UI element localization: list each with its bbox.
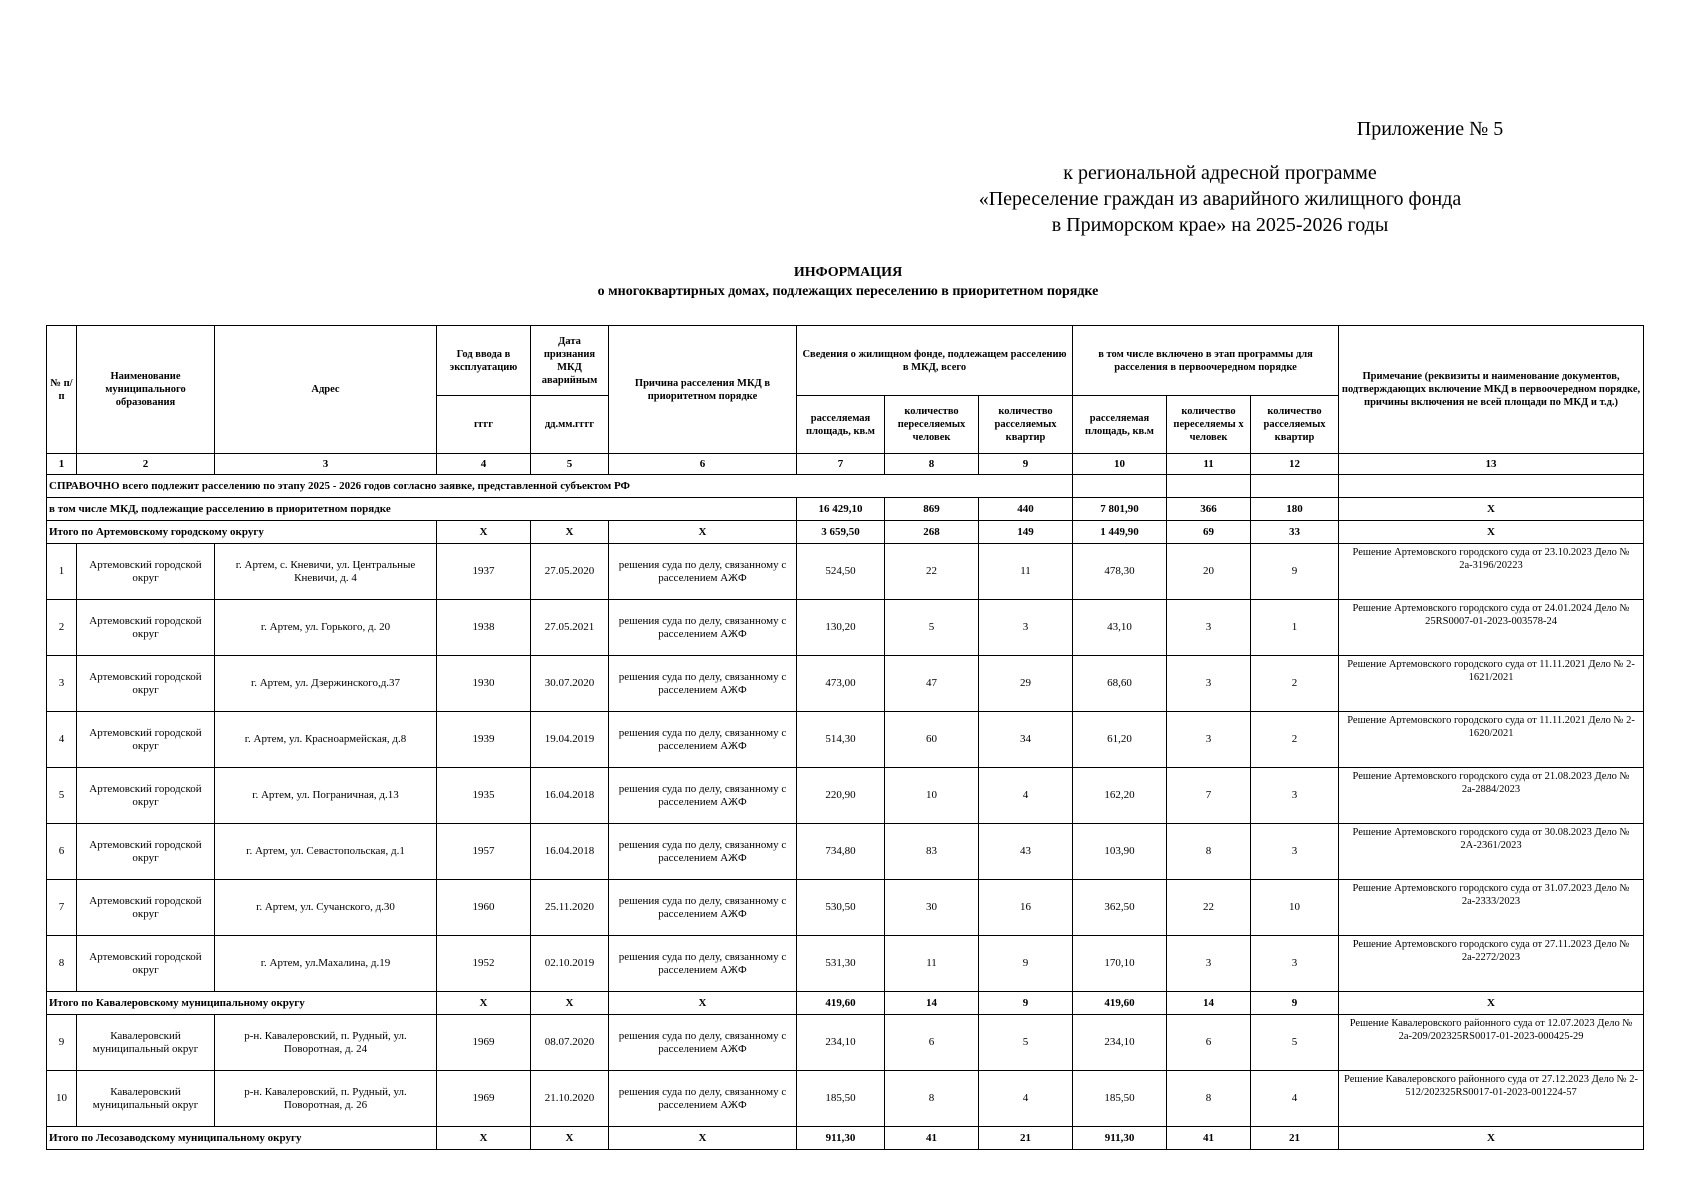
table-row bbox=[47, 656, 1644, 712]
group-x2: X bbox=[531, 521, 609, 544]
row-note: Решение Артемовского городского суда от 24.01.2024 Дело № 25RS0007-01-2023-003578-24 bbox=[1339, 600, 1644, 656]
row-number: 4 bbox=[47, 712, 77, 768]
row-area-priority: 61,20 bbox=[1073, 712, 1167, 768]
row-note: Решение Артемовского городского суда от 27.11.2023 Дело № 2а-2272/2023 bbox=[1339, 936, 1644, 992]
row-area: 524,50 bbox=[797, 544, 885, 600]
row-reason: решения суда по делу, связанному с расселением АЖФ bbox=[609, 936, 797, 992]
column-number-row bbox=[47, 454, 1644, 475]
row-number: 10 bbox=[47, 1071, 77, 1127]
row-reason: решения суда по делу, связанному с расселением АЖФ bbox=[609, 656, 797, 712]
row-year: 1939 bbox=[437, 712, 531, 768]
row-municipality: Кавалеровский муниципальный округ bbox=[77, 1015, 215, 1071]
priority-people: 869 bbox=[885, 498, 979, 521]
table-row bbox=[47, 824, 1644, 880]
group-people: 41 bbox=[885, 1127, 979, 1150]
group-note: X bbox=[1339, 521, 1644, 544]
group-area: 3 659,50 bbox=[797, 521, 885, 544]
group-x2: X bbox=[531, 992, 609, 1015]
row-note: Решение Артемовского городского суда от 23.10.2023 Дело № 2а-3196/20223 bbox=[1339, 544, 1644, 600]
row-number: 3 bbox=[47, 656, 77, 712]
group-label: Итого по Артемовскому городскому округу bbox=[47, 521, 437, 544]
row-municipality: Артемовский городской округ bbox=[77, 656, 215, 712]
row-area-priority: 478,30 bbox=[1073, 544, 1167, 600]
header-flats: количество расселяемых квартир bbox=[979, 396, 1073, 454]
row-note: Решение Артемовского городского суда от 30.08.2023 Дело № 2А-2361/2023 bbox=[1339, 824, 1644, 880]
row-number: 8 bbox=[47, 936, 77, 992]
group-area2: 911,30 bbox=[1073, 1127, 1167, 1150]
row-people: 47 bbox=[885, 656, 979, 712]
row-flats-priority: 9 bbox=[1251, 544, 1339, 600]
row-flats-priority: 2 bbox=[1251, 712, 1339, 768]
header-total-group: Сведения о жилищном фонде, подлежащем расселению в МКД, всего bbox=[797, 326, 1073, 396]
column-number: 8 bbox=[885, 454, 979, 475]
row-area: 531,30 bbox=[797, 936, 885, 992]
row-flats-priority: 10 bbox=[1251, 880, 1339, 936]
priority-people2: 366 bbox=[1167, 498, 1251, 521]
row-people-priority: 3 bbox=[1167, 936, 1251, 992]
row-date: 16.04.2018 bbox=[531, 768, 609, 824]
row-flats: 4 bbox=[979, 1071, 1073, 1127]
housing-table bbox=[46, 325, 1644, 1150]
row-year: 1957 bbox=[437, 824, 531, 880]
row-flats-priority: 2 bbox=[1251, 656, 1339, 712]
header-year: Год ввода в эксплуатацию bbox=[437, 326, 531, 396]
column-number: 3 bbox=[215, 454, 437, 475]
row-address: р-н. Кавалеровский, п. Рудный, ул. Поворотная, д. 24 bbox=[215, 1015, 437, 1071]
table-row bbox=[47, 936, 1644, 992]
header-flats-priority: количество расселяемых квартир bbox=[1251, 396, 1339, 454]
column-number: 1 bbox=[47, 454, 77, 475]
header-date-format: дд.мм.гггг bbox=[531, 396, 609, 454]
group-area2: 1 449,90 bbox=[1073, 521, 1167, 544]
row-people: 22 bbox=[885, 544, 979, 600]
header-area-priority: расселяемая площадь, кв.м bbox=[1073, 396, 1167, 454]
header-date: Дата признания МКД аварийным bbox=[531, 326, 609, 396]
row-flats: 34 bbox=[979, 712, 1073, 768]
table-row bbox=[47, 600, 1644, 656]
row-municipality: Артемовский городской округ bbox=[77, 936, 215, 992]
row-address: г. Артем, ул. Севастопольская, д.1 bbox=[215, 824, 437, 880]
row-reason: решения суда по делу, связанному с расселением АЖФ bbox=[609, 824, 797, 880]
row-area: 185,50 bbox=[797, 1071, 885, 1127]
row-date: 30.07.2020 bbox=[531, 656, 609, 712]
document-title bbox=[0, 263, 1696, 301]
row-year: 1935 bbox=[437, 768, 531, 824]
column-number: 11 bbox=[1167, 454, 1251, 475]
header-people: количество переселяемых человек bbox=[885, 396, 979, 454]
row-people: 83 bbox=[885, 824, 979, 880]
row-flats: 43 bbox=[979, 824, 1073, 880]
appendix-line-3: в Приморском крае» на 2025-2026 годы bbox=[1051, 214, 1389, 236]
row-area-priority: 170,10 bbox=[1073, 936, 1167, 992]
row-flats: 16 bbox=[979, 880, 1073, 936]
group-area: 419,60 bbox=[797, 992, 885, 1015]
row-note: Решение Кавалеровского районного суда от 12.07.2023 Дело № 2а-209/202325RS0017-01-2023-000425-29 bbox=[1339, 1015, 1644, 1071]
row-people: 11 bbox=[885, 936, 979, 992]
row-flats: 29 bbox=[979, 656, 1073, 712]
row-reason: решения суда по делу, связанному с расселением АЖФ bbox=[609, 880, 797, 936]
row-date: 27.05.2021 bbox=[531, 600, 609, 656]
row-reason: решения суда по делу, связанному с расселением АЖФ bbox=[609, 600, 797, 656]
row-area-priority: 103,90 bbox=[1073, 824, 1167, 880]
row-number: 1 bbox=[47, 544, 77, 600]
row-flats-priority: 3 bbox=[1251, 768, 1339, 824]
row-date: 16.04.2018 bbox=[531, 824, 609, 880]
row-address: г. Артем, ул. Горького, д. 20 bbox=[215, 600, 437, 656]
column-number: 6 bbox=[609, 454, 797, 475]
priority-total-row bbox=[47, 498, 1644, 521]
row-flats-priority: 1 bbox=[1251, 600, 1339, 656]
row-year: 1960 bbox=[437, 880, 531, 936]
row-people-priority: 22 bbox=[1167, 880, 1251, 936]
row-municipality: Артемовский городской округ bbox=[77, 880, 215, 936]
appendix-line-2: «Переселение граждан из аварийного жилищного фонда bbox=[978, 188, 1462, 210]
group-total-row bbox=[47, 992, 1644, 1015]
row-flats: 11 bbox=[979, 544, 1073, 600]
row-area: 130,20 bbox=[797, 600, 885, 656]
column-number: 4 bbox=[437, 454, 531, 475]
row-people-priority: 20 bbox=[1167, 544, 1251, 600]
group-people2: 69 bbox=[1167, 521, 1251, 544]
header-municipality: Наименование муниципального образования bbox=[77, 326, 215, 454]
priority-flats2: 180 bbox=[1251, 498, 1339, 521]
column-number: 13 bbox=[1339, 454, 1644, 475]
table-row bbox=[47, 712, 1644, 768]
row-people-priority: 8 bbox=[1167, 1071, 1251, 1127]
row-reason: решения суда по делу, связанному с расселением АЖФ bbox=[609, 1015, 797, 1071]
column-number: 9 bbox=[979, 454, 1073, 475]
priority-area2: 7 801,90 bbox=[1073, 498, 1167, 521]
row-date: 08.07.2020 bbox=[531, 1015, 609, 1071]
row-flats-priority: 3 bbox=[1251, 936, 1339, 992]
row-people-priority: 7 bbox=[1167, 768, 1251, 824]
column-number: 5 bbox=[531, 454, 609, 475]
row-address: г. Артем, ул. Пограничная, д.13 bbox=[215, 768, 437, 824]
row-reason: решения суда по делу, связанному с расселением АЖФ bbox=[609, 712, 797, 768]
row-people: 60 bbox=[885, 712, 979, 768]
row-area-priority: 234,10 bbox=[1073, 1015, 1167, 1071]
row-year: 1969 bbox=[437, 1015, 531, 1071]
group-flats: 9 bbox=[979, 992, 1073, 1015]
group-people: 268 bbox=[885, 521, 979, 544]
row-people-priority: 3 bbox=[1167, 712, 1251, 768]
header-year-format: гггг bbox=[437, 396, 531, 454]
group-note: X bbox=[1339, 1127, 1644, 1150]
row-people-priority: 3 bbox=[1167, 656, 1251, 712]
header-area: расселяемая площадь, кв.м bbox=[797, 396, 885, 454]
row-area: 220,90 bbox=[797, 768, 885, 824]
group-x3: X bbox=[609, 1127, 797, 1150]
row-note: Решение Артемовского городского суда от 11.11.2021 Дело № 2-1621/2021 bbox=[1339, 656, 1644, 712]
row-flats: 3 bbox=[979, 600, 1073, 656]
group-flats: 21 bbox=[979, 1127, 1073, 1150]
row-area: 734,80 bbox=[797, 824, 885, 880]
group-area2: 419,60 bbox=[1073, 992, 1167, 1015]
priority-note: X bbox=[1339, 498, 1644, 521]
row-people-priority: 8 bbox=[1167, 824, 1251, 880]
row-people: 10 bbox=[885, 768, 979, 824]
column-number: 7 bbox=[797, 454, 885, 475]
table-row bbox=[47, 1015, 1644, 1071]
row-area: 473,00 bbox=[797, 656, 885, 712]
title-subtitle: о многоквартирных домах, подлежащих переселению в приоритетном порядке bbox=[597, 284, 1099, 299]
group-label: Итого по Кавалеровскому муниципальному округу bbox=[47, 992, 437, 1015]
row-people: 30 bbox=[885, 880, 979, 936]
row-year: 1969 bbox=[437, 1071, 531, 1127]
group-x1: X bbox=[437, 1127, 531, 1150]
group-flats2: 9 bbox=[1251, 992, 1339, 1015]
row-flats-priority: 5 bbox=[1251, 1015, 1339, 1071]
row-flats: 9 bbox=[979, 936, 1073, 992]
row-flats: 5 bbox=[979, 1015, 1073, 1071]
row-area: 514,30 bbox=[797, 712, 885, 768]
group-people2: 14 bbox=[1167, 992, 1251, 1015]
group-note: X bbox=[1339, 992, 1644, 1015]
appendix-description bbox=[940, 160, 1500, 238]
row-number: 2 bbox=[47, 600, 77, 656]
row-year: 1952 bbox=[437, 936, 531, 992]
row-number: 7 bbox=[47, 880, 77, 936]
row-municipality: Кавалеровский муниципальный округ bbox=[77, 1071, 215, 1127]
row-flats: 4 bbox=[979, 768, 1073, 824]
column-number: 10 bbox=[1073, 454, 1167, 475]
group-flats2: 21 bbox=[1251, 1127, 1339, 1150]
row-note: Решение Артемовского городского суда от 21.08.2023 Дело № 2а-2884/2023 bbox=[1339, 768, 1644, 824]
group-label: Итого по Лесозаводскому муниципальному округу bbox=[47, 1127, 437, 1150]
row-flats-priority: 4 bbox=[1251, 1071, 1339, 1127]
row-people-priority: 6 bbox=[1167, 1015, 1251, 1071]
row-note: Решение Артемовского городского суда от 11.11.2021 Дело № 2-1620/2021 bbox=[1339, 712, 1644, 768]
row-area: 234,10 bbox=[797, 1015, 885, 1071]
row-area-priority: 68,60 bbox=[1073, 656, 1167, 712]
row-area-priority: 43,10 bbox=[1073, 600, 1167, 656]
header-address: Адрес bbox=[215, 326, 437, 454]
row-area-priority: 162,20 bbox=[1073, 768, 1167, 824]
row-reason: решения суда по делу, связанному с расселением АЖФ bbox=[609, 544, 797, 600]
group-total-row bbox=[47, 521, 1644, 544]
group-people: 14 bbox=[885, 992, 979, 1015]
group-x3: X bbox=[609, 992, 797, 1015]
title-main: ИНФОРМАЦИЯ bbox=[793, 265, 903, 280]
row-date: 19.04.2019 bbox=[531, 712, 609, 768]
table-row bbox=[47, 768, 1644, 824]
row-area: 530,50 bbox=[797, 880, 885, 936]
appendix-number: Приложение № 5 bbox=[1356, 118, 1504, 140]
row-date: 02.10.2019 bbox=[531, 936, 609, 992]
header-reason: Причина расселения МКД в приоритетном порядке bbox=[609, 326, 797, 454]
priority-flats: 440 bbox=[979, 498, 1073, 521]
row-number: 6 bbox=[47, 824, 77, 880]
reference-label: СПРАВОЧНО всего подлежит расселению по этапу 2025 - 2026 годов согласно заявке, представленной субъектом РФ bbox=[47, 475, 1073, 498]
row-year: 1937 bbox=[437, 544, 531, 600]
group-x1: X bbox=[437, 992, 531, 1015]
table-row bbox=[47, 880, 1644, 936]
row-address: г. Артем, ул. Дзержинского,д.37 bbox=[215, 656, 437, 712]
row-address: г. Артем, ул. Красноармейская, д.8 bbox=[215, 712, 437, 768]
reference-row bbox=[47, 475, 1644, 498]
row-note: Решение Артемовского городского суда от 31.07.2023 Дело № 2а-2333/2023 bbox=[1339, 880, 1644, 936]
row-municipality: Артемовский городской округ bbox=[77, 600, 215, 656]
row-note: Решение Кавалеровского районного суда от 27.12.2023 Дело № 2-512/202325RS0017-01-2023-001224-57 bbox=[1339, 1071, 1644, 1127]
row-year: 1930 bbox=[437, 656, 531, 712]
row-people: 6 bbox=[885, 1015, 979, 1071]
group-x2: X bbox=[531, 1127, 609, 1150]
row-date: 27.05.2020 bbox=[531, 544, 609, 600]
row-area-priority: 362,50 bbox=[1073, 880, 1167, 936]
group-area: 911,30 bbox=[797, 1127, 885, 1150]
row-municipality: Артемовский городской округ bbox=[77, 544, 215, 600]
column-number: 2 bbox=[77, 454, 215, 475]
row-number: 5 bbox=[47, 768, 77, 824]
group-flats: 149 bbox=[979, 521, 1073, 544]
header-people-priority: количество переселяемы х человек bbox=[1167, 396, 1251, 454]
column-number: 12 bbox=[1251, 454, 1339, 475]
row-people-priority: 3 bbox=[1167, 600, 1251, 656]
header-number: № п/п bbox=[47, 326, 77, 454]
row-municipality: Артемовский городской округ bbox=[77, 768, 215, 824]
priority-label: в том числе МКД, подлежащие расселению в приоритетном порядке bbox=[47, 498, 797, 521]
row-reason: решения суда по делу, связанному с расселением АЖФ bbox=[609, 1071, 797, 1127]
row-people: 8 bbox=[885, 1071, 979, 1127]
table-row bbox=[47, 1071, 1644, 1127]
group-x1: X bbox=[437, 521, 531, 544]
row-area-priority: 185,50 bbox=[1073, 1071, 1167, 1127]
group-x3: X bbox=[609, 521, 797, 544]
priority-area: 16 429,10 bbox=[797, 498, 885, 521]
row-address: г. Артем, ул. Сучанского, д.30 bbox=[215, 880, 437, 936]
row-address: г. Артем, с. Кневичи, ул. Центральные Кневичи, д. 4 bbox=[215, 544, 437, 600]
row-number: 9 bbox=[47, 1015, 77, 1071]
header-note: Примечание (реквизиты и наименование документов, подтверждающих включение МКД в первоочередном порядке, причины включения не всей площади по МКД и т.д.) bbox=[1339, 326, 1644, 454]
group-total-row bbox=[47, 1127, 1644, 1150]
row-flats-priority: 3 bbox=[1251, 824, 1339, 880]
group-people2: 41 bbox=[1167, 1127, 1251, 1150]
row-people: 5 bbox=[885, 600, 979, 656]
row-year: 1938 bbox=[437, 600, 531, 656]
row-address: г. Артем, ул.Махалина, д.19 bbox=[215, 936, 437, 992]
appendix-line-1: к региональной адресной программе bbox=[1063, 162, 1377, 184]
row-date: 25.11.2020 bbox=[531, 880, 609, 936]
row-municipality: Артемовский городской округ bbox=[77, 712, 215, 768]
header-priority-group: в том числе включено в этап программы для расселения в первоочередном порядке bbox=[1073, 326, 1339, 396]
row-address: р-н. Кавалеровский, п. Рудный, ул. Поворотная, д. 26 bbox=[215, 1071, 437, 1127]
table-row bbox=[47, 544, 1644, 600]
row-municipality: Артемовский городской округ bbox=[77, 824, 215, 880]
row-date: 21.10.2020 bbox=[531, 1071, 609, 1127]
group-flats2: 33 bbox=[1251, 521, 1339, 544]
row-reason: решения суда по делу, связанному с расселением АЖФ bbox=[609, 768, 797, 824]
